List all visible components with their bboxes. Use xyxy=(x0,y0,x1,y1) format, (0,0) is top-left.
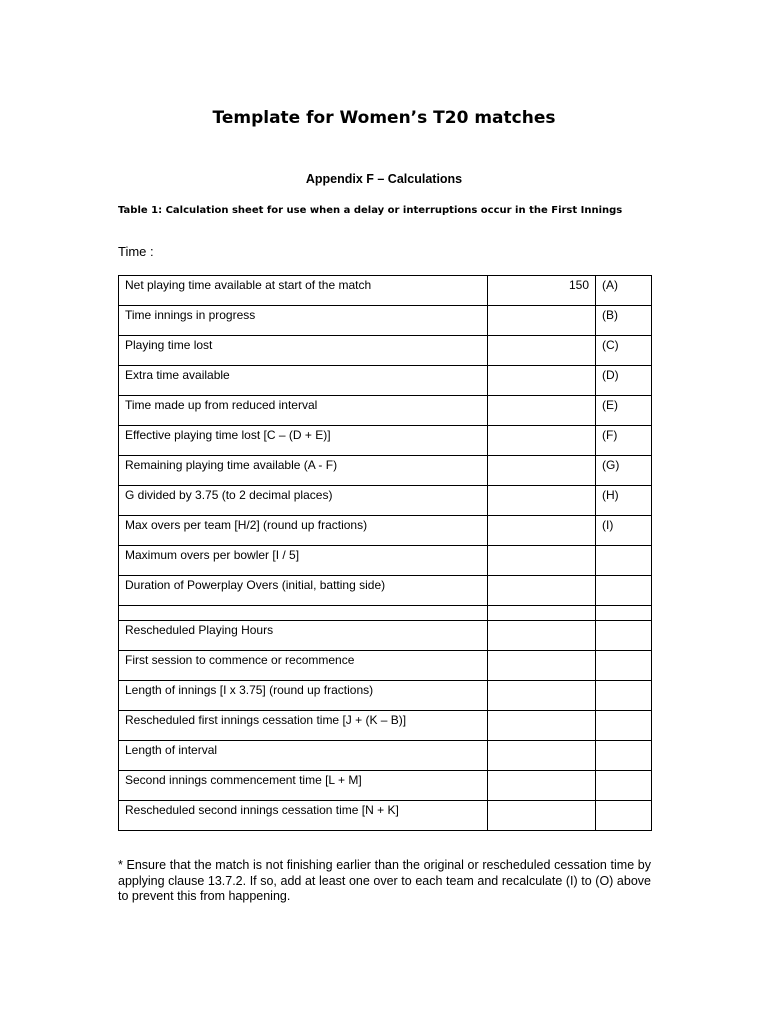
row-code: (F) xyxy=(596,426,652,456)
table-row xyxy=(119,426,652,456)
row-label: Extra time available xyxy=(119,366,488,396)
table-row xyxy=(119,606,652,621)
table-row xyxy=(119,576,652,606)
row-label: Rescheduled second innings cessation time [N + K] xyxy=(119,801,488,831)
row-value xyxy=(488,546,596,576)
row-code xyxy=(596,651,652,681)
row-code: (E) xyxy=(596,396,652,426)
table-caption: Table 1: Calculation sheet for use when a delay or interruptions occur in the First Innings xyxy=(118,205,623,216)
row-code: (B) xyxy=(596,306,652,336)
row-label: Duration of Powerplay Overs (initial, batting side) xyxy=(119,576,488,606)
row-value xyxy=(488,741,596,771)
table-row xyxy=(119,771,652,801)
row-label: Max overs per team [H/2] (round up fractions) xyxy=(119,516,488,546)
row-code xyxy=(596,621,652,651)
row-value xyxy=(488,456,596,486)
time-label: Time : xyxy=(118,244,154,259)
row-label: Effective playing time lost [C – (D + E)] xyxy=(119,426,488,456)
row-value xyxy=(488,621,596,651)
table-row xyxy=(119,801,652,831)
row-value xyxy=(488,606,596,621)
row-label: Second innings commencement time [L + M] xyxy=(119,771,488,801)
row-value xyxy=(488,801,596,831)
row-value xyxy=(488,486,596,516)
row-code xyxy=(596,801,652,831)
row-label: First session to commence or recommence xyxy=(119,651,488,681)
footnote: * Ensure that the match is not finishing earlier than the original or rescheduled cessation time by applying clause 13.7.2. If so, add at least one over to each team and recalculate (I) to (O) above to prevent this from happening. xyxy=(118,858,651,903)
table-row xyxy=(119,486,652,516)
table-row xyxy=(119,336,652,366)
table-row xyxy=(119,516,652,546)
row-code xyxy=(596,576,652,606)
table-row xyxy=(119,546,652,576)
row-value xyxy=(488,711,596,741)
row-code xyxy=(596,771,652,801)
row-code xyxy=(596,711,652,741)
row-label: Rescheduled Playing Hours xyxy=(119,621,488,651)
row-label: Time innings in progress xyxy=(119,306,488,336)
row-code: (I) xyxy=(596,516,652,546)
row-label: Playing time lost xyxy=(119,336,488,366)
row-value xyxy=(488,516,596,546)
row-code: (G) xyxy=(596,456,652,486)
calculation-table xyxy=(118,275,652,831)
row-label: G divided by 3.75 (to 2 decimal places) xyxy=(119,486,488,516)
table-row xyxy=(119,276,652,306)
table-row xyxy=(119,396,652,426)
table-row xyxy=(119,711,652,741)
row-code xyxy=(596,741,652,771)
row-label xyxy=(119,606,488,621)
row-code: (H) xyxy=(596,486,652,516)
row-value xyxy=(488,681,596,711)
row-label: Length of innings [I x 3.75] (round up fractions) xyxy=(119,681,488,711)
row-value xyxy=(488,651,596,681)
row-value xyxy=(488,396,596,426)
row-value xyxy=(488,366,596,396)
row-value xyxy=(488,771,596,801)
row-code: (A) xyxy=(596,276,652,306)
row-value xyxy=(488,426,596,456)
row-code xyxy=(596,606,652,621)
row-value xyxy=(488,576,596,606)
table-row xyxy=(119,366,652,396)
row-label: Rescheduled first innings cessation time [J + (K – B)] xyxy=(119,711,488,741)
row-value xyxy=(488,336,596,366)
row-value: 150 xyxy=(488,276,596,306)
table-row xyxy=(119,306,652,336)
row-label: Remaining playing time available (A - F) xyxy=(119,456,488,486)
appendix-heading: Appendix F – Calculations xyxy=(305,172,463,186)
row-label: Net playing time available at start of the match xyxy=(119,276,488,306)
row-code: (D) xyxy=(596,366,652,396)
row-label: Maximum overs per bowler [I / 5] xyxy=(119,546,488,576)
table-row xyxy=(119,621,652,651)
document-title: Template for Women’s T20 matches xyxy=(212,108,556,128)
table-row xyxy=(119,681,652,711)
row-label: Length of interval xyxy=(119,741,488,771)
row-code: (C) xyxy=(596,336,652,366)
table-row xyxy=(119,741,652,771)
row-code xyxy=(596,681,652,711)
row-label: Time made up from reduced interval xyxy=(119,396,488,426)
table-row xyxy=(119,456,652,486)
table-row xyxy=(119,651,652,681)
row-code xyxy=(596,546,652,576)
calculation-table-body xyxy=(119,276,652,831)
row-value xyxy=(488,306,596,336)
